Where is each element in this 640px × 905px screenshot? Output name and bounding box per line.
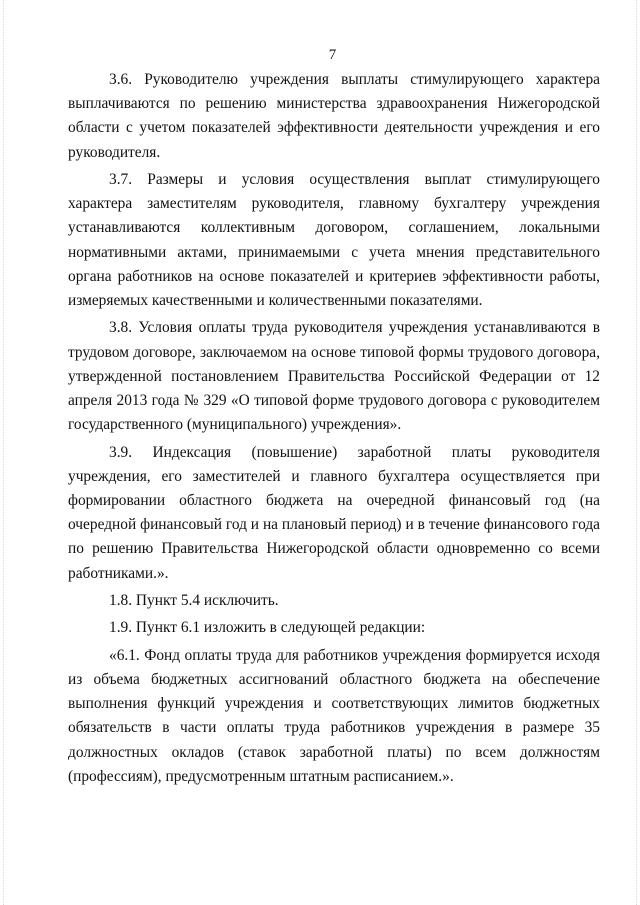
paragraph-3-9: 3.9. Индексация (повышение) заработной платы руководителя учреждения, его заместителей и главного бухгалтера осуществляется при формировании областного бюджета на очередной финансовый год (на очередной финансовый год и на плановый период) и в течение финансового года по решению Правительства Нижегородской области одновременно со всеми работниками.». <box>68 443 600 582</box>
document-body <box>68 68 600 792</box>
paragraph-3-6: 3.6. Руководителю учреждения выплаты стимулирующего характера выплачиваются по решению министерства здравоохранения Нижегородской области с учетом показателей эффективности деятельности учреждения и его руководителя. <box>68 71 600 161</box>
paragraph-1-8: 1.8. Пункт 5.4 исключить. <box>109 592 279 610</box>
paragraph-6-1: «6.1. Фонд оплаты труда для работников учреждения формируется исходя из объема бюджетных ассигнований областного бюджета на обеспечение выполнения функций учреждения и соответствующих лимитов бюджетных обязательств в части оплаты труда работников учреждения в размере 35 должностных окладов (ставок заработной платы) по всем должностям (профессиям), предусмотренным штатным расписанием.». <box>68 646 600 785</box>
scan-edge-left <box>3 0 4 905</box>
paragraph-1-9: 1.9. Пункт 6.1 изложить в следующей редакции: <box>109 619 426 637</box>
paragraph-3-8: 3.8. Условия оплаты труда руководителя учреждения устанавливаются в трудовом договоре, заключаемом на основе типовой формы трудового договора, утвержденной постановлением Правительства Российской Федерации от 12 апреля 2013 года № 329 «О типовой форме трудового договора с руководителем государственного (муниципального) учреждения». <box>68 319 600 434</box>
scan-edge-right <box>636 0 637 905</box>
paragraph-3-7: 3.7. Размеры и условия осуществления выплат стимулирующего характера заместителям руководителя, главному бухгалтеру учреждения устанавливаются коллективным договором, соглашением, локальными нормативными актами, принимаемыми с учета мнения представительного органа работников на основе показателей и критериев эффективности работы, измеряемых качественными и количественными показателями. <box>68 171 600 310</box>
page-number: 7 <box>328 47 337 63</box>
